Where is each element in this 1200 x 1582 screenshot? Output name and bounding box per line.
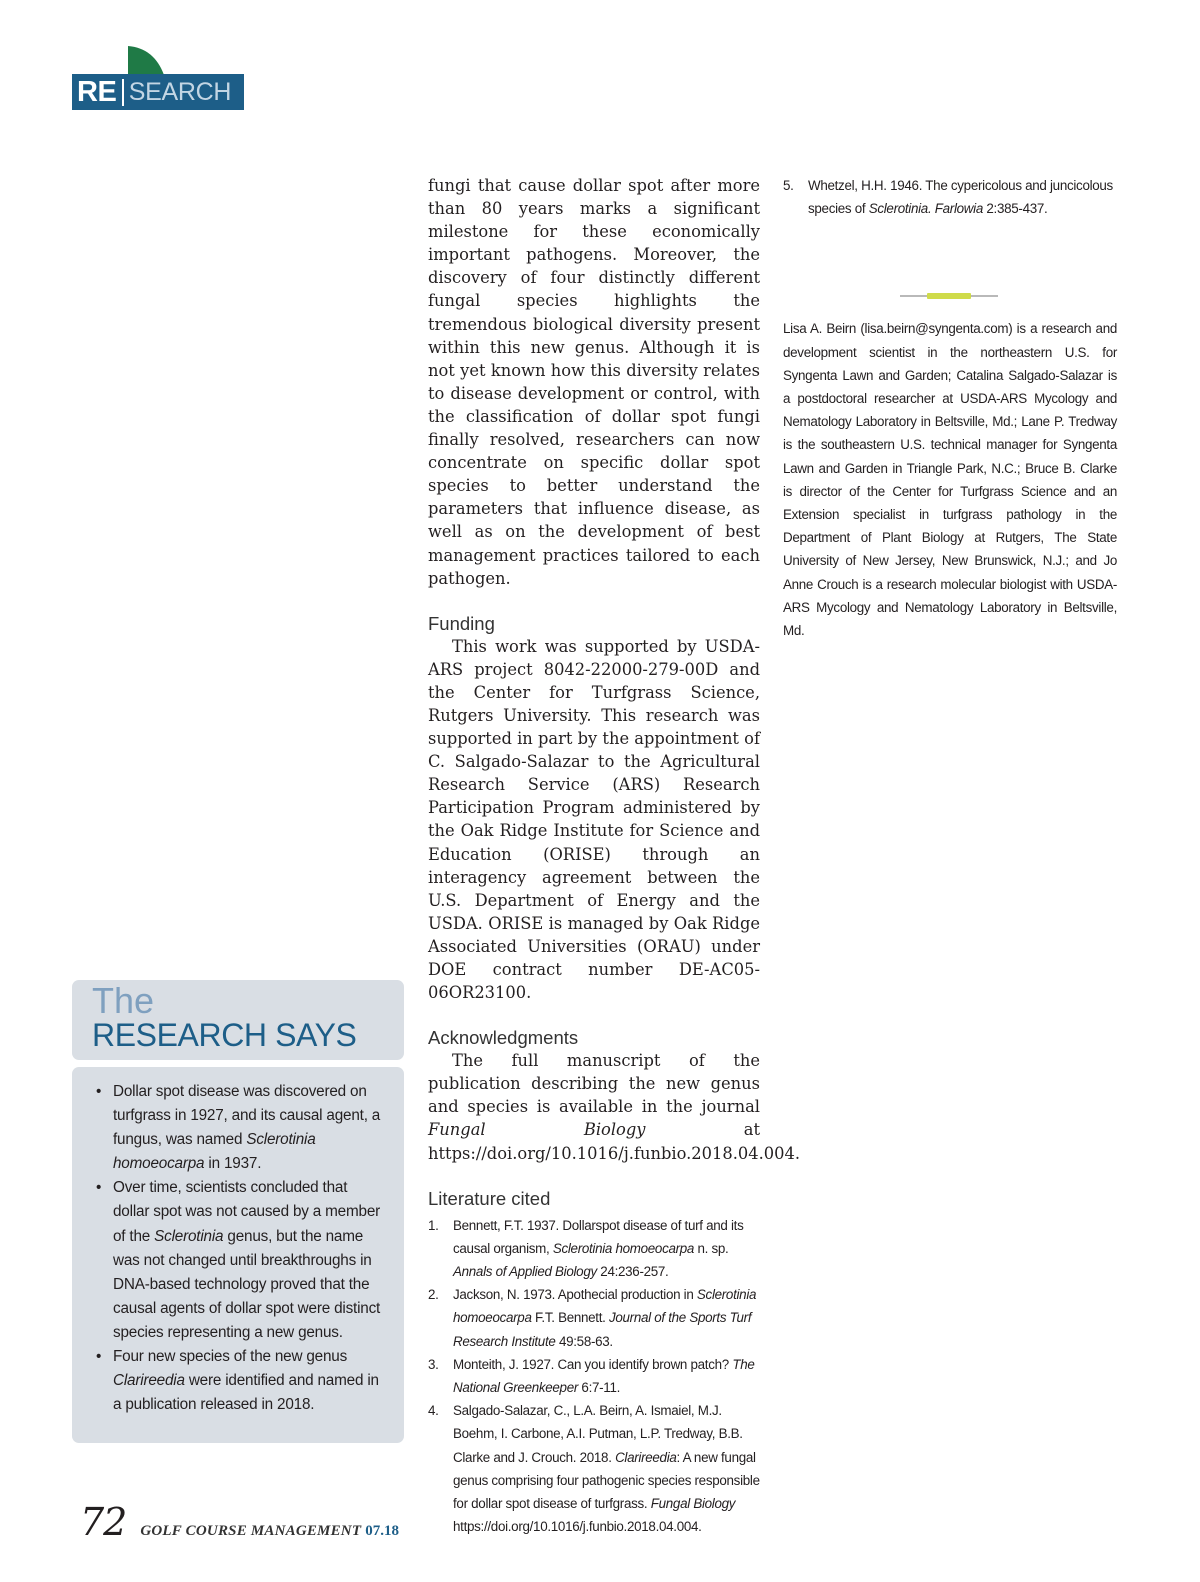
main-column	[428, 174, 801, 1539]
ref-text: Bennett, F.T. 1937. Dollarspot disease of turf and its causal organism,	[453, 1217, 744, 1256]
ref-italic: Fungal Biology	[650, 1496, 736, 1512]
page-footer	[80, 1500, 399, 1544]
acknowledgments-paragraph	[428, 1049, 801, 1164]
bullet-italic: Clarireedia	[113, 1372, 185, 1390]
ref-text: 24:236-257.	[596, 1264, 669, 1280]
reference-number: 4.	[428, 1403, 439, 1419]
bullet-text: genus, but the name was not changed until breakthroughs in DNA-based technology proved that the causal agents of dollar spot were distinct species representing a new genus.	[113, 1227, 381, 1341]
ref-italic: Journal of the Sports Turf Research Institute	[453, 1310, 752, 1349]
bullet-italic: Sclerotinia homoeocarpa	[113, 1131, 316, 1173]
funding-paragraph: This work was supported by USDA-ARS project 8042-22000-279-00D and the Center for Turfgrass Science, Rutgers University. This research was supported in part by the appointment of C. Salgado-Salazar to the Agricultural Research Service (ARS) Research Participation Program administered by the Oak Ridge Institute for Science and Education (ORISE) through an interagency agreement between the U.S. Department of Energy and the USDA. ORISE is managed by Oak Ridge Associated Universities (ORAU) under DOE contract number DE-AC05-06OR23100.	[428, 636, 760, 1003]
ref-italic: Sclerotinia homoeocarpa	[453, 1287, 757, 1326]
issue-date: 07.18	[365, 1523, 399, 1539]
summary-bullet	[94, 1345, 384, 1417]
ref-italic: Annals of Applied Biology	[453, 1264, 597, 1280]
ack-journal: Fungal Biology	[428, 1120, 646, 1140]
reference-item	[428, 1353, 760, 1399]
reference-item	[783, 174, 1117, 220]
ref-text: Jackson, N. 1973. Apothecial production in	[453, 1287, 697, 1303]
literature-heading: Literature cited	[428, 1187, 551, 1209]
ref-text: Monteith, J. 1927. Can you identify brown patch?	[453, 1356, 733, 1372]
summary-bullet	[94, 1176, 384, 1345]
intro-paragraph: fungi that cause dollar spot after more than 80 years marks a significant milestone for these economically important pathogens. Moreover, the discovery of four distinctly different fungal species highlights the tremendous biological diversity present within this new genus. Although it is not yet known how this diversity relates to disease development or control, with the classification of dollar spot fungi finally resolved, researchers can now concentrate on specific dollar spot species to better understand the parameters that influence disease, as well as on the development of best management practices tailored to each pathogen.	[428, 176, 760, 588]
fin-logo-icon	[128, 46, 164, 75]
ack-link-text: at https://doi.org/10.1016/j.funbio.2018.04.004.	[428, 1120, 801, 1163]
funding-heading: Funding	[428, 612, 495, 634]
reference-number: 3.	[428, 1356, 439, 1372]
ref-italic: Sclerotinia homoeocarpa	[552, 1240, 695, 1256]
reference-item	[428, 1214, 760, 1284]
ref-text: 2:385-437.	[982, 201, 1048, 217]
logo-re-text: RE	[77, 75, 117, 108]
logo-search-text: SEARCH	[128, 77, 232, 106]
bullet-text: Four new species of the new genus	[113, 1348, 348, 1366]
section-label	[72, 74, 244, 110]
ref-text: 6:7-11.	[578, 1380, 621, 1396]
acknowledgments-heading: Acknowledgments	[428, 1027, 579, 1049]
ack-text: The full manuscript of the publication describing the new genus and species is available in the journal	[428, 1051, 760, 1117]
literature-list-continued	[783, 174, 1117, 220]
research-logo	[72, 46, 244, 111]
literature-list	[428, 1214, 760, 1539]
sidebar-summary-box	[72, 1067, 404, 1443]
reference-number: 1.	[428, 1217, 439, 1233]
ref-text: n. sp.	[694, 1240, 729, 1256]
sidebar-title-box	[72, 980, 404, 1060]
ref-text: https://doi.org/10.1016/j.funbio.2018.04.004.	[453, 1519, 702, 1535]
magazine-title: GOLF COURSE MANAGEMENT	[140, 1523, 362, 1539]
bullet-icon: •	[96, 1083, 102, 1100]
bullet-italic: Sclerotinia	[154, 1227, 224, 1245]
ref-text: : A new fungal genus comprising four pathogenic species responsible for dollar spot disease of turfgrass.	[453, 1449, 760, 1512]
bullet-text: Over time, scientists concluded that dollar spot was not caused by a member of the	[113, 1179, 381, 1245]
reference-item	[428, 1283, 760, 1353]
ref-text: Salgado-Salazar, C., L.A. Beirn, A. Ismaiel, M.J. Boehm, I. Carbone, A.I. Putman, L.P. Tredway, B.B. Clarke and J. Crouch. 2018.	[453, 1403, 743, 1465]
summary-bullet	[94, 1080, 384, 1176]
bullet-icon: •	[96, 1179, 102, 1197]
summary-list	[94, 1080, 384, 1417]
sidebar-title-research-says: RESEARCH SAYS	[92, 1017, 357, 1053]
right-column	[783, 174, 1117, 642]
section-divider	[900, 295, 998, 297]
ref-italic: Sclerotinia. Farlowia	[868, 201, 983, 217]
ref-text: 49:58-63.	[555, 1333, 613, 1349]
divider-accent	[927, 293, 971, 299]
ref-italic: The National Greenkeeper	[453, 1356, 755, 1396]
reference-item	[428, 1399, 760, 1538]
bullet-text: Dollar spot disease was discovered on turfgrass in 1927, and its causal agent, a fungus, was named	[113, 1083, 381, 1149]
ref-text: Whetzel, H.H. 1946. The cypericolous and juncicolous species of	[808, 178, 1113, 217]
ref-italic: Clarireedia	[615, 1449, 677, 1465]
bullet-text: were identified and named in a publication released in 2018.	[113, 1372, 379, 1414]
reference-number: 5.	[783, 178, 794, 193]
ref-text: F.T. Bennett.	[531, 1310, 609, 1326]
reference-number: 2.	[428, 1287, 439, 1303]
author-bio: Lisa A. Beirn (lisa.beirn@syngenta.com) is a research and development scientist in the northeastern U.S. for Syngenta Lawn and Garden; Catalina Salgado-Salazar is a postdoctoral researcher at USDA-ARS Mycology and Nematology Laboratory in Beltsville, Md.; Lane P. Tredway is the southeastern U.S. technical manager for Syngenta Lawn and Garden in Triangle Park, N.C.; Bruce B. Clarke is director of the Center for Turfgrass Science and an Extension specialist in turfgrass pathology in the Department of Plant Biology at Rutgers, The State University of New Jersey, New Brunswick, N.J.; and Jo Anne Crouch is a research molecular biologist with USDA-ARS Mycology and Nematology Laboratory in Beltsville, Md.	[783, 321, 1117, 639]
logo-divider	[122, 79, 124, 106]
sidebar-title-the: The	[92, 980, 155, 1021]
bullet-icon: •	[96, 1348, 102, 1366]
bullet-text: in 1937.	[204, 1155, 262, 1173]
page-number: 72	[80, 1500, 127, 1544]
